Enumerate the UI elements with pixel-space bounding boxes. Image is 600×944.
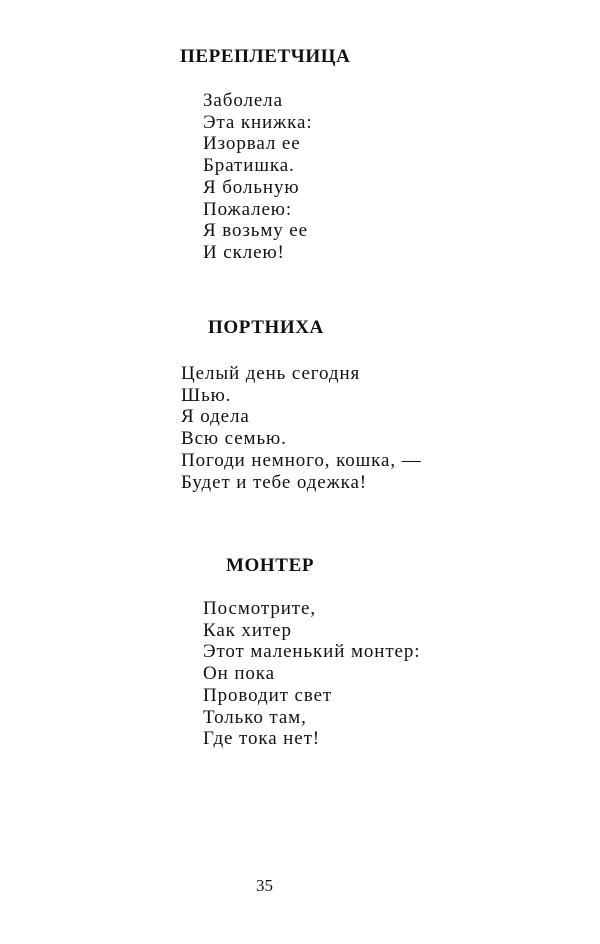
poem-line: Целый день сегодня	[181, 363, 361, 384]
poem-line: Этот маленький монтер:	[203, 641, 421, 663]
poem-title-monter: МОНТЕР	[226, 555, 315, 576]
poem-line: Изорвал ее	[203, 133, 301, 155]
poem-line: Всю семью.	[181, 428, 287, 450]
poem-body-monter	[203, 598, 420, 750]
poem-line: Погоди немного, кошка, —	[181, 449, 422, 471]
poem-line: Я больную	[203, 176, 300, 198]
poem-body-perepletchitsa	[203, 90, 313, 264]
poem-body-portnikha	[181, 363, 422, 493]
poem-line: Он пока	[203, 663, 275, 685]
poem-line: Пожалею:	[203, 198, 293, 220]
poem-line: Будет и тебе одежка!	[181, 471, 368, 493]
poem-line: Я одела	[181, 406, 250, 428]
poem-title-portnikha: ПОРТНИХА	[208, 317, 324, 338]
poem-line: Где тока нет!	[203, 728, 321, 750]
poem-line: Шью.	[181, 384, 232, 406]
poem-title-perepletchitsa: ПЕРЕПЛЕТЧИЦА	[180, 46, 351, 67]
page-number: 35	[256, 876, 273, 895]
poem-line: Братишка.	[203, 155, 295, 177]
poem-line: Я возьму ее	[203, 220, 308, 242]
poem-line: Проводит свет	[203, 684, 333, 706]
poem-line: Заболела	[203, 90, 283, 111]
poem-line: Как хитер	[203, 619, 292, 641]
poem-line: Эта книжка:	[203, 111, 313, 133]
poem-line: И склею!	[203, 241, 285, 263]
poem-line: Посмотрите,	[203, 598, 316, 619]
poem-line: Только там,	[203, 706, 307, 728]
